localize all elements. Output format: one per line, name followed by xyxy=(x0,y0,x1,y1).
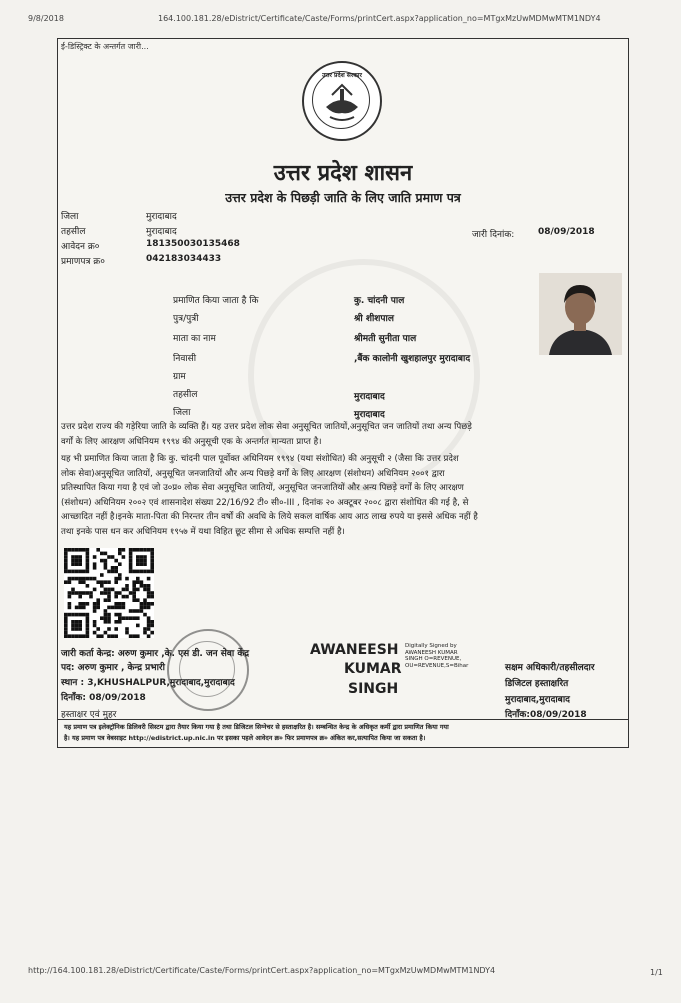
authority-place: मुरादाबाद,मुरादाबाद xyxy=(505,695,570,705)
verification-qr-code xyxy=(64,548,154,638)
creamy-layer-line: आच्छादित नहीं है।इनके माता-पिता की निरन्तर तीन वर्षों की अवधि के लिये सकल वार्षिक आय आठ लाख रुपये या इससे अधिक नहीं है xyxy=(61,512,478,522)
authority-date: दिनाँक:08/09/2018 xyxy=(505,710,587,720)
issuer-date: दिनाँक: 08/09/2018 xyxy=(61,693,146,703)
digital-signer-name-line2: KUMAR xyxy=(344,661,402,677)
footer-page-number: 1/1 xyxy=(650,968,663,977)
caste-paragraph-line: वर्गों के लिए आरक्षण अधिनियम १९९४ की अनुसूची एक के अन्तर्गत मान्यता प्राप्त है। xyxy=(61,436,322,447)
government-title: उत्तर प्रदेश शासन xyxy=(273,161,413,186)
meta-label-tehsil: तहसील xyxy=(61,227,86,237)
footnote-line-1: यह प्रमाण पत्र इलेक्ट्रॉनिक डिलिवरी सिस्टम द्वारा तैयार किया गया है तथा डिजिटल सिग्नेचर से हस्ताक्षरित है। सम्बन्धित केन्द्र के अधिकृत कर्मी द्वारा प्रमाणित किया गया xyxy=(64,723,449,731)
print-date: 9/8/2018 xyxy=(28,14,64,23)
meta-label-application-no: आवेदन क्र० xyxy=(61,242,100,252)
footer-url: http://164.100.181.28/eDistrict/Certificate/Caste/Forms/printCert.aspx?application_no=MTgxMzUwMDMwMTM1NDY4 xyxy=(28,966,496,975)
detail-label-mother: माता का नाम xyxy=(173,334,216,344)
detail-label-certify: प्रमाणित किया जाता है कि xyxy=(173,296,259,306)
meta-label-certificate-no: प्रमाणपत्र क्र० xyxy=(61,257,105,267)
issuer-sign-seal: हस्ताक्षर एवं मुहर xyxy=(61,710,117,720)
detail-label-tehsil: तहसील xyxy=(173,390,198,400)
signature-note-line: AWANEESH KUMAR xyxy=(405,649,458,656)
issuer-center: जारी कर्ता केन्द्र: अरुण कुमार ,के. एस डी. जन सेवा केंद्र xyxy=(61,649,250,659)
authority-title: सक्षम अधिकारी/तहसीलदार xyxy=(505,663,595,673)
footnote-divider xyxy=(58,719,628,720)
detail-label-son-daughter: पुत्र/पुत्री xyxy=(173,314,199,324)
certificate-title: उत्तर प्रदेश के पिछड़ी जाति के लिए जाति प्रमाण पत्र xyxy=(225,190,461,205)
edistrict-note: ई-डिस्ट्रिक्ट के अन्तर्गत जारी... xyxy=(61,42,149,51)
detail-value-district: मुरादाबाद xyxy=(354,410,385,420)
digital-signer-name-line1: AWANEESH xyxy=(310,642,399,658)
detail-value-mother: श्रीमती सुनीता पाल xyxy=(354,334,417,344)
detail-value-name: कु. चांदनी पाल xyxy=(354,296,405,306)
creamy-layer-line: लोक सेवा)अनुसूचित जातियों, अनुसूचित जनजातियों और अन्य पिछड़े वर्गों के लिए आरक्षण (संशोधन) अधिनियम २००१ द्वारा xyxy=(61,468,445,479)
detail-value-father: श्री शीशपाल xyxy=(354,314,394,324)
meta-value-tehsil: मुरादाबाद xyxy=(146,227,177,237)
issuer-place: स्थान : 3,KHUSHALPUR,मुरादाबाद,मुरादाबाद xyxy=(61,678,235,688)
issuer-rubber-stamp xyxy=(167,629,249,711)
caste-paragraph-line: उत्तर प्रदेश राज्य की गड़ेरिया जाति के व्यक्ति हैं। यह उत्तर प्रदेश लोक सेवा अनुसूचित जातियों,अनुसूचित जन जातियों तथा अन्य पिछड़े xyxy=(61,422,472,432)
meta-value-certificate-no: 042183034433 xyxy=(146,254,222,264)
meta-label-district: जिला xyxy=(61,212,79,222)
detail-label-district: जिला xyxy=(173,408,191,418)
detail-value-tehsil: मुरादाबाद xyxy=(354,392,385,402)
applicant-photo xyxy=(539,273,622,355)
signature-note-line: SINGH O=REVENUE, xyxy=(405,656,462,662)
creamy-layer-line: (संशोधन) अधिनियम २००२ एवं शासनादेश संख्या 22/16/92 टी० सी०-III , दिनांक २० अक्टूबर २००८ द्वारा संशोधित की गई है, से xyxy=(61,497,469,508)
meta-value-application-no: 181350030135468 xyxy=(146,239,240,249)
creamy-layer-line: प्रतिस्थापित किया गया है एवं जो उ०प्र० लोक सेवा अनुसूचित जातियों, अनुसूचित जनजातियों और अन्य पिछड़े वर्गों के लिए आरक्षण xyxy=(61,483,464,493)
signature-note-line: OU=REVENUE,S=Bihar xyxy=(405,662,469,669)
issue-date-value: 08/09/2018 xyxy=(538,227,595,237)
creamy-layer-paragraph xyxy=(61,452,626,539)
signature-note-line: Digitally Signed by xyxy=(405,643,457,649)
issuer-post: पद: अरुण कुमार , केन्द्र प्रभारी xyxy=(61,663,165,673)
digital-signature-note xyxy=(405,643,468,669)
print-url: 164.100.181.28/eDistrict/Certificate/Caste/Forms/printCert.aspx?application_no=MTgxMzUwMDMwMTM1NDY4 xyxy=(158,14,601,23)
emblem-text: उत्तर प्रदेश सरकार xyxy=(322,72,362,79)
footnote-line-2: है। यह प्रमाण पत्र वेबसाइट http://edistrict.up.nic.in पर इसका पहले आवेदन क्र० फिर प्रमाणपत्र क्र० अंकित कर,सत्यापित किया जा सकता है। xyxy=(64,734,426,742)
up-government-emblem xyxy=(302,61,382,141)
detail-value-address: ,बैंक कालोनी खुशहालपुर मुरादाबाद xyxy=(354,354,471,364)
authority-digital-sign: डिजिटल हस्ताक्षरित xyxy=(505,679,569,689)
digital-signer-name-line3: SINGH xyxy=(348,681,399,697)
caste-paragraph xyxy=(61,420,626,449)
meta-value-district: मुरादाबाद xyxy=(146,212,177,222)
creamy-layer-line: तथा इनके पास धन कर अधिनियम १९५७ में यथा विहित छूट सीमा से अधिक सम्पत्ति नहीं है। xyxy=(61,526,345,537)
detail-label-village: ग्राम xyxy=(173,372,186,382)
issue-date-label: जारी दिनांक: xyxy=(472,230,515,240)
certificate-frame xyxy=(57,38,629,748)
creamy-layer-line: यह भी प्रमाणित किया जाता है कि कु. चांदनी पाल पूर्वोक्त अधिनियम १९९४ (यथा संशोधित) की अनुसूची २ (जैसा कि उत्तर प्रदेश xyxy=(61,454,459,464)
detail-label-resident: निवासी xyxy=(173,354,197,364)
